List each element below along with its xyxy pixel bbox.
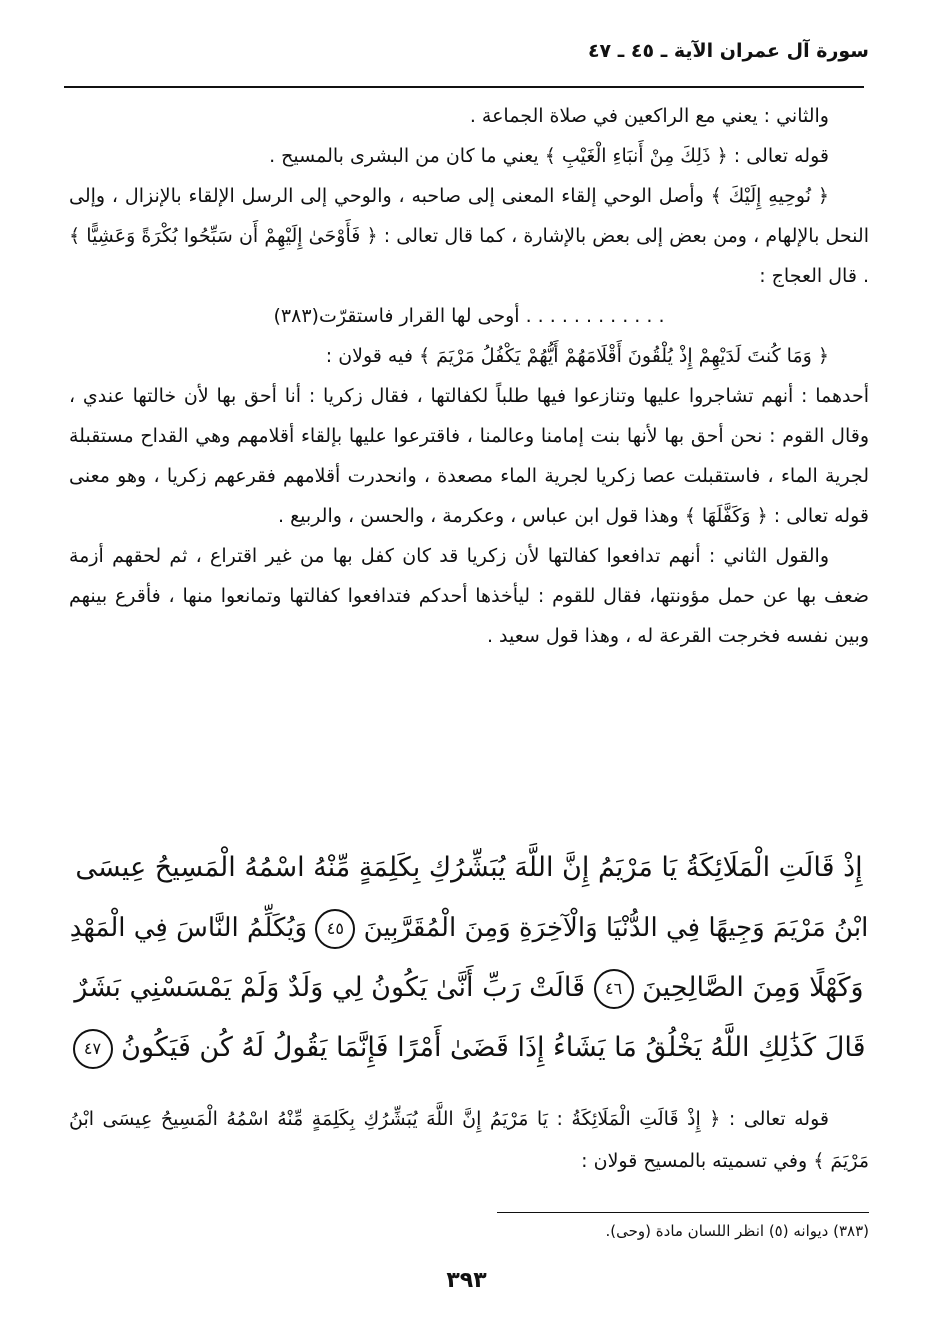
footnote: (٣٨٣) ديوانه (٥) انظر اللسان مادة (وحى). bbox=[605, 1222, 869, 1240]
verse-line-3-part-b: قَالَتْ رَبِّ أَنَّىٰ يَكُونُ لِي وَلَدٌ وَلَمْ يَمْسَسْنِي بَشَرٌ bbox=[74, 972, 585, 1003]
paragraph-1: والثاني : يعني مع الراكعين في صلاة الجماعة . bbox=[469, 105, 829, 127]
ayah-number-46: ٤٦ bbox=[594, 969, 634, 1009]
paragraph-2: قوله تعالى : ﴿ ذَلِكَ مِنْ أَنبَاءِ الْغَيْبِ ﴾ يعني ما كان من البشرى بالمسيح . bbox=[269, 145, 829, 167]
verse-line-2 bbox=[69, 898, 869, 958]
commentary-after-verses bbox=[69, 1098, 869, 1182]
verse-line-2-part-a: ابْنُ مَرْيَمَ وَجِيهًا فِي الدُّنْيَا وَالْآخِرَةِ وَمِنَ الْمُقَرَّبِينَ bbox=[363, 913, 869, 943]
page-number: ٣٩٣ bbox=[446, 1268, 487, 1293]
poem-line: . . . . . . . . . . . . أوحى لها القرار فاستقرّت(٣٨٣) bbox=[273, 305, 665, 327]
footnote-divider bbox=[497, 1212, 869, 1213]
paragraph-6: والقول الثاني : أنهم تدافعوا كفالتها لأن زكريا قد كان كفل بها من غير اقتراع ، ثم لحقهم أزمة ضعف بها عن حمل مؤونتها، فقال للقوم : ليأخذها أحدكم فتدافعوا كفالتها وتمانعوا منها ، فأقرع بينهم وبين نفسه فخرجت القرعة له ، وهذا قول سعيد . bbox=[69, 545, 869, 647]
verse-line-1: إِذْ قَالَتِ الْمَلَائِكَةُ يَا مَرْيَمُ إِنَّ اللَّهَ يُبَشِّرُكِ بِكَلِمَةٍ مِّنْهُ اسْمُهُ الْمَسِيحُ عِيسَى bbox=[75, 852, 863, 883]
main-text bbox=[69, 96, 869, 656]
verse-line-3-part-a: وَكَهْلًا وَمِنَ الصَّالِحِينَ bbox=[642, 972, 864, 1003]
verse-line-4 bbox=[69, 1018, 869, 1078]
paragraph-5: أحدهما : أنهم تشاجروا عليها وتنازعوا فيها طلباً لكفالتها ، فقال زكريا : أنا أحق بها لأن خالتها عندي ، وقال القوم : نحن أحق بها لأنها بنت إمامنا وعالمنا ، فاقترعوا عليها بإلقاء أقلامهم وهي القداح مستقبلة لجرية الماء ، فاستقبلت عصا زكريا لجرية الماء مصعدة ، وانحدرت أقلامهم فقرعهم زكريا ، وهو معنى قوله تعالى : ﴿ وَكَفَّلَهَا ﴾ وهذا قول ابن عباس ، وعكرمة ، والحسن ، والربيع . bbox=[69, 385, 869, 527]
header-divider bbox=[64, 86, 864, 88]
paragraph-3: ﴿ نُوحِيهِ إِلَيْكَ ﴾ وأصل الوحي إلقاء المعنى إلى صاحبه ، والوحي إلى الرسل الإلقاء بالإنزال ، وإلى النحل بالإلهام ، ومن بعض إلى بعض بالإشارة ، كما قال تعالى : ﴿ فَأَوْحَىٰ إِلَيْهِمْ أَن سَبِّحُوا بُكْرَةً وَعَشِيًّا ﴾ . قال العجاج : bbox=[69, 185, 869, 287]
paragraph-4: ﴿ وَمَا كُنتَ لَدَيْهِمْ إِذْ يُلْقُونَ أَقْلَامَهُمْ أَيُّهُمْ يَكْفُلُ مَرْيَمَ ﴾ فيه قولان : bbox=[325, 345, 829, 367]
verse-line-4-text: قَالَ كَذَٰلِكِ اللَّهُ يَخْلُقُ مَا يَشَاءُ إِذَا قَضَىٰ أَمْرًا فَإِنَّمَا يَقُولُ لَهُ كُن فَيَكُونُ bbox=[121, 1032, 866, 1063]
verse-line-2-part-b: وَيُكَلِّمُ النَّاسَ فِي الْمَهْدِ bbox=[69, 913, 308, 943]
running-header: سورة آل عمران الآية ـ ٤٥ ـ ٤٧ bbox=[587, 40, 869, 62]
ayah-number-45: ٤٥ bbox=[315, 909, 355, 949]
quran-verses bbox=[69, 838, 869, 1078]
paragraph-7: قوله تعالى : ﴿ إِذْ قَالَتِ الْمَلَائِكَةُ : يَا مَرْيَمُ إِنَّ اللَّهَ يُبَشِّرُكِ بِكَلِمَةٍ مِّنْهُ اسْمُهُ الْمَسِيحُ عِيسَى ابْنُ مَرْيَمَ ﴾ وفي تسميته بالمسيح قولان : bbox=[69, 1108, 869, 1172]
verse-line-3 bbox=[69, 958, 869, 1018]
ayah-number-47: ٤٧ bbox=[73, 1029, 113, 1069]
